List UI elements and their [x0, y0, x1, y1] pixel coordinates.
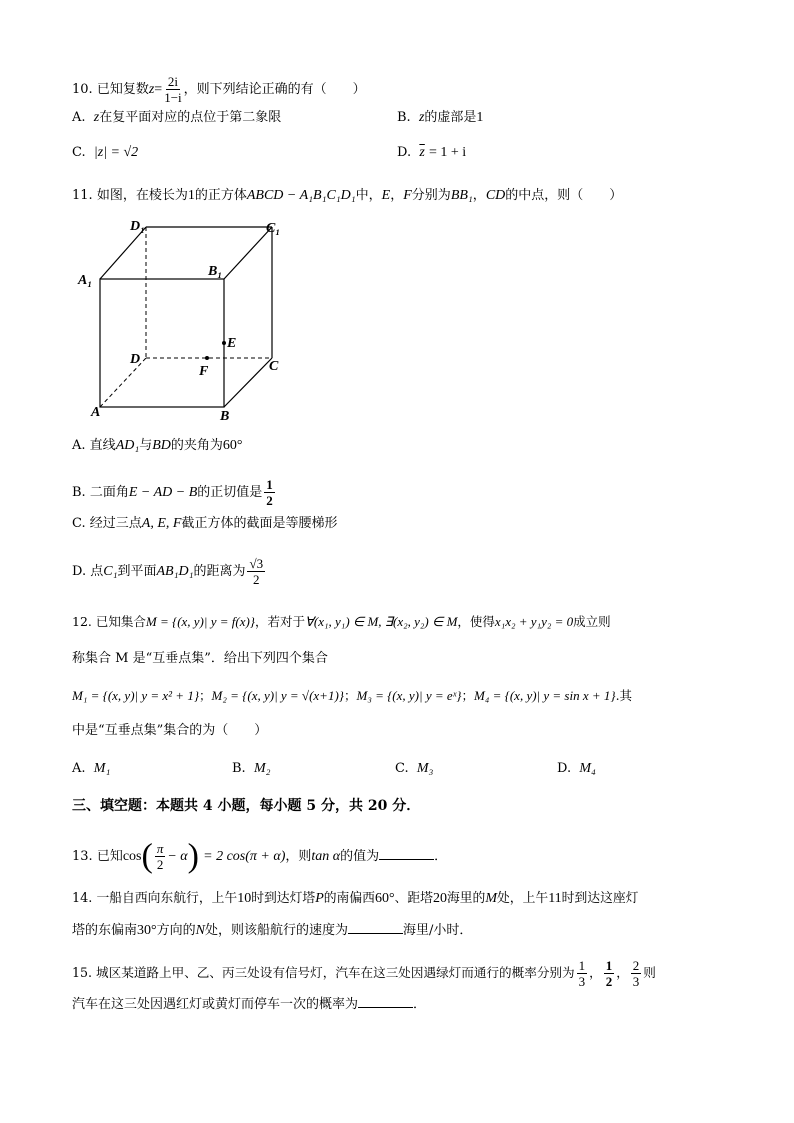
- label-b1: B₁: [208, 264, 223, 279]
- q12-line-1: 12. 已知集合M = {(x, y)| y = f(x)}，若对于∀(x₁, y₁) ∈ M, ∃(x₂, y₂) ∈ M，使得x₁x₂ + y₁y₂ = 0成立则: [72, 614, 611, 629]
- q11-d-fraction: $\frac{√3}{2}$: [249, 556, 264, 587]
- q14-answer-blank[interactable]: [348, 923, 403, 934]
- q15-line-1: 15. 城区某道路上甲、乙、丙三处设有信号灯，汽车在这三处因遇绿灯而通行的概率分别为 $\frac{1}{3}$ ， $\frac{1}{2}$ ， $\frac{2}{3}$ 则: [72, 958, 656, 989]
- q15-fraction-2: $\frac{1}{2}$: [605, 958, 613, 989]
- q12-option-d: D. M₄: [557, 761, 596, 776]
- label-a: A: [91, 405, 101, 420]
- q15-fraction-1: $\frac{1}{3}$: [578, 958, 586, 989]
- q14-line-1: 14. 一船自西向东航行，上午10时到达灯塔P的南偏西60°、距塔20海里的M处，上午11时到达这座灯: [72, 891, 639, 906]
- label-d: D: [130, 352, 141, 367]
- q11-option-c: C. 经过三点A, E, F截正方体的截面是等腰梯形: [72, 516, 338, 531]
- q12-option-b: B. M₂: [232, 761, 271, 776]
- edge-bc: [224, 358, 272, 407]
- q10-option-c: C. |z| = √2: [72, 145, 139, 160]
- point-e: [222, 341, 226, 345]
- q11-b-fraction: $\frac{1}{2}$: [266, 477, 273, 508]
- q11-option-a: A. 直线AD₁与BD的夹角为60°: [72, 438, 243, 453]
- q13-fraction: $\frac{\pi}{2}$: [156, 841, 164, 872]
- front-face: [100, 279, 224, 407]
- label-d1: D₁: [130, 219, 145, 234]
- label-e: E: [227, 336, 237, 351]
- q11-stem: 11. 如图，在棱长为1的正方体ABCD − A₁B₁C₁D₁中，E，F分别为BB₁，CD的中点，则（ ）: [72, 188, 623, 203]
- label-a1: A₁: [78, 273, 93, 288]
- q12-option-c: C. M₃: [395, 761, 434, 776]
- q15-line-2: 汽车在这三处因遇红灯或黄灯而停车一次的概率为 ．: [72, 997, 427, 1012]
- q10-fraction: $\frac{2i}{1-i}$: [164, 74, 182, 105]
- cube-figure: [72, 215, 302, 430]
- q15-answer-blank[interactable]: [358, 997, 413, 1008]
- q14-line-2: 塔的东偏南30°方向的N处，则该船航行的速度为 海里/小时．: [72, 923, 473, 938]
- q12-line-2: 称集合 M 是“互垂点集”．给出下列四个集合: [72, 651, 328, 666]
- point-f: [205, 356, 209, 360]
- q11-option-b: B. 二面角E − AD − B的正切值是 $\frac{1}{2}$: [72, 477, 273, 508]
- label-b: B: [220, 409, 230, 424]
- label-c: C: [269, 359, 279, 374]
- edge-b1c1: [224, 227, 272, 279]
- set-m1: M₁ = {(x, y)| y = x² + 1}: [72, 688, 200, 703]
- q10-option-a: A. z在复平面对应的点位于第二象限: [72, 110, 282, 125]
- q11-option-d: D. 点C₁到平面AB₁D₁的距离为 $\frac{√3}{2}$: [72, 556, 264, 587]
- label-f: F: [199, 364, 209, 379]
- q13-stem: 13. 已知cos( $\frac{\pi}{2}$ − α) = 2 cos(π + α)，则tan α的值为 ．: [72, 837, 448, 875]
- set-m4: M₄ = {(x, y)| y = sin x + 1}: [474, 688, 616, 703]
- set-m2: M₂ = {(x, y)| y = √(x+1)}: [211, 688, 344, 703]
- q12-option-a: A. M₁: [72, 761, 111, 776]
- q13-answer-blank[interactable]: [379, 849, 434, 860]
- q15-fraction-3: $\frac{2}{3}$: [632, 958, 640, 989]
- label-c1: C₁: [266, 221, 281, 236]
- q10-stem: 10. 已知复数z= $\frac{2i}{1-i}$ ，则下列结论正确的有（ ）: [72, 74, 366, 105]
- q12-sets-line: M₁ = {(x, y)| y = x² + 1}；M₂ = {(x, y)| y = √(x+1)}；M₃ = {(x, y)| y = eˣ}；M₄ = {(x, y)| y = sin x + 1}.其: [72, 688, 633, 703]
- q12-line-4: 中是“互垂点集”集合的为（ ）: [72, 723, 268, 738]
- q10-option-d: D. $\overline{z} = 1 + i$: [397, 145, 467, 160]
- edge-a1d1: [100, 227, 146, 279]
- set-m3: M₃ = {(x, y)| y = eˣ}: [356, 688, 462, 703]
- q10-option-b: B. z的虚部是1: [397, 110, 484, 125]
- section-3-heading: 三、填空题：本题共 4 小题，每小题 5 分，共 20 分．: [72, 798, 421, 814]
